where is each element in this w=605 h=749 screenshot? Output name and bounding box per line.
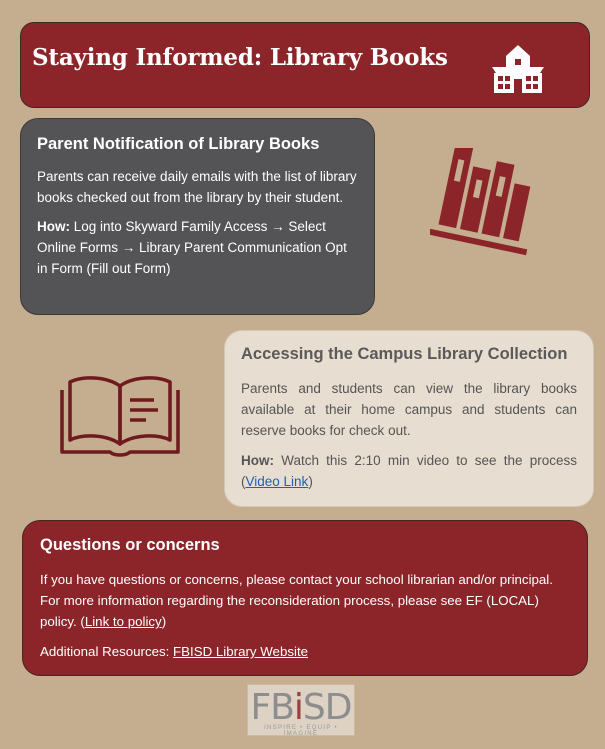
fbisd-logo: [247, 684, 355, 736]
questions-card: [22, 520, 588, 676]
open-book-icon: [58, 372, 182, 458]
header-banner: [20, 22, 590, 108]
parent-notification-card: [20, 118, 375, 315]
resources-label: Additional Resources:: [40, 644, 174, 659]
logo-text-b: SD: [302, 687, 352, 728]
additional-resources: [40, 641, 571, 662]
campus-collection-card: [224, 330, 594, 507]
parent-notification-body: Parents can receive daily emails with the list of library books checked out from the library by their student.: [37, 169, 357, 205]
campus-collection-title: Accessing the Campus Library Collection: [241, 345, 568, 363]
questions-body: [40, 569, 571, 632]
campus-collection-how: [241, 450, 577, 492]
campus-collection-body: Parents and students can view the library books available at their home campus and students can reserve books for check out.: [241, 381, 577, 438]
page-title: Staying Informed: Library Books: [32, 44, 448, 71]
how-text: Watch this 2:10 min video to see the process (: [241, 453, 577, 489]
logo-tagline: INSPIRE • EQUIP • IMAGINE: [264, 725, 338, 737]
policy-link[interactable]: Link to policy: [84, 614, 162, 629]
how-label: How:: [37, 219, 70, 234]
parent-notification-how: [37, 216, 358, 279]
logo-text-i: i: [293, 687, 303, 728]
questions-body-end: ): [161, 614, 167, 629]
video-link[interactable]: Video Link: [245, 474, 309, 489]
how-closing: ): [308, 474, 313, 489]
school-building-icon: [488, 43, 548, 95]
logo-text-a: FB: [250, 687, 294, 728]
library-website-link[interactable]: FBISD Library Website: [173, 644, 309, 659]
questions-body-text: If you have questions or concerns, please contact your school librarian and/or principal. For more information regarding the reconsideration process, please see EF (LOCAL) policy. (: [40, 572, 553, 629]
logo-wordmark: [248, 687, 354, 728]
books-stack-icon: [430, 148, 545, 258]
questions-title: Questions or concerns: [40, 536, 220, 554]
parent-notification-title: Parent Notification of Library Books: [37, 135, 320, 153]
how-label: How:: [241, 453, 274, 468]
how-text: Log into Skyward Family Access → Select Online Forms → Library Parent Communication Opt in Form (Fill out Form): [37, 219, 347, 276]
